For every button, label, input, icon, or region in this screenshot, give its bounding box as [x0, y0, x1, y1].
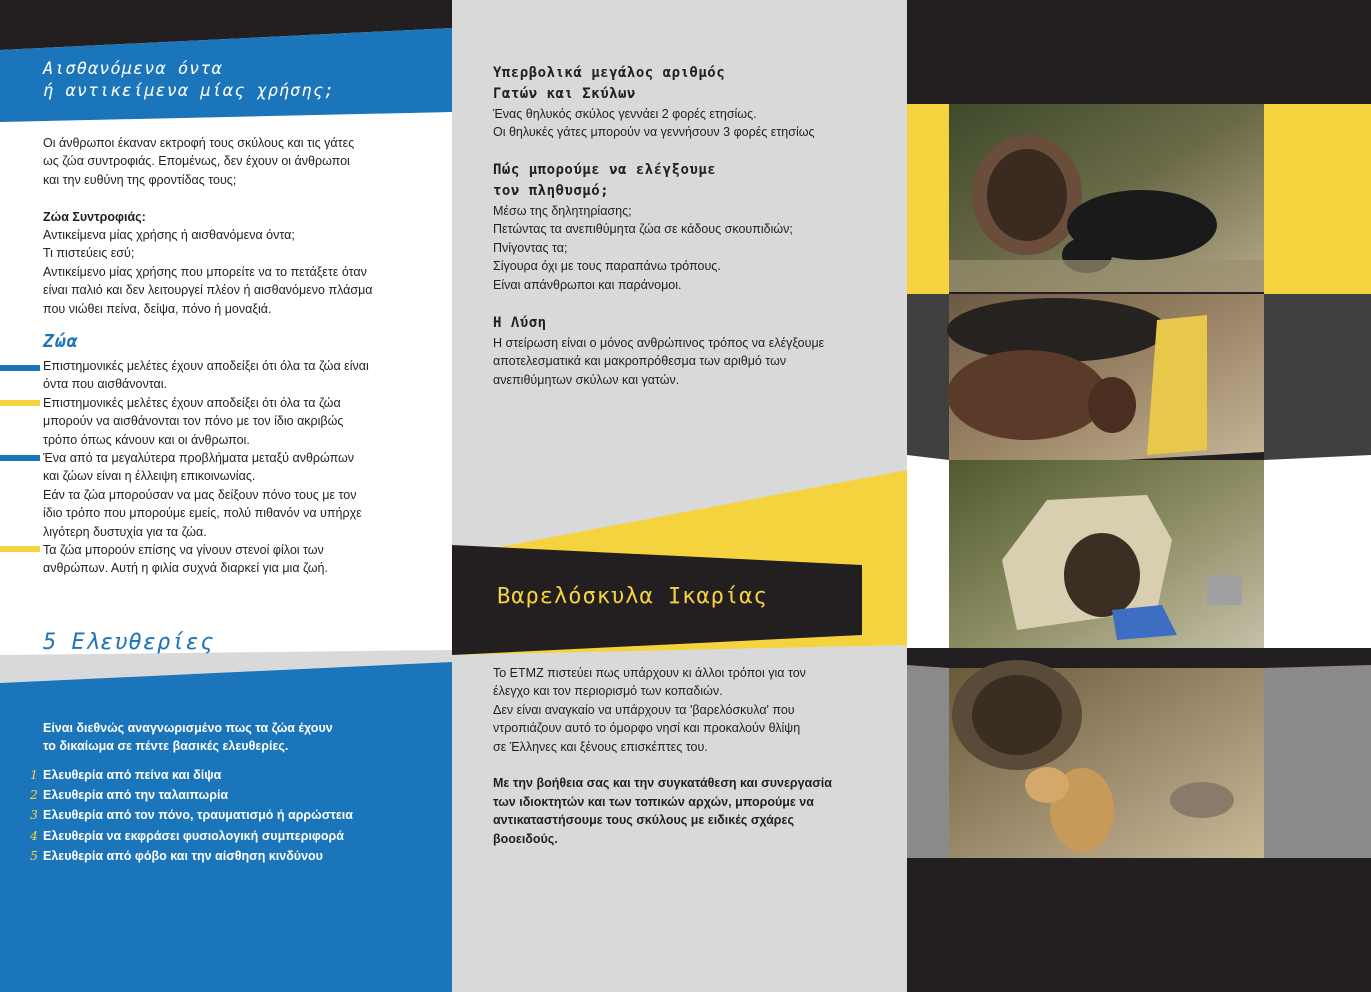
overpopulation-heading — [493, 63, 893, 105]
freedom-text: Ελευθερία από την ταλαιπωρία — [43, 788, 229, 803]
solution-body — [493, 334, 893, 389]
yellow-bullet-bar — [0, 400, 40, 406]
freedoms-intro-line: Είναι διεθνώς αναγνωρισμένο πως τα ζώα έχουν — [43, 721, 333, 735]
animals-line: Επιστημονικές μελέτες έχουν αποδείξει ότι όλα τα ζώα είναι — [43, 359, 369, 373]
freedom-number: 5 — [30, 847, 38, 863]
freedoms-intro-line: το δικαίωμα σε πέντε βασικές ελευθερίες. — [43, 739, 289, 754]
freedom-item — [30, 785, 430, 805]
freedom-text: Ελευθερία να εκφράσει φυσιολογική συμπεριφορά — [43, 828, 344, 843]
control-line: Μέσω της δηλητηρίασης; — [493, 204, 632, 218]
animals-line: τρόπο όπως κάνουν και οι άνθρωποι. — [43, 432, 250, 447]
etmz-line: σε Έλληνες και ξένους επισκέπτες του. — [493, 739, 708, 754]
photo-black-dog-barrel — [949, 104, 1264, 292]
freedom-number: 2 — [30, 787, 38, 803]
animals-line: μπορούν να αισθάνονται τον πόνο με τον ίδιο ακριβώς — [43, 414, 344, 429]
animals-line: Ένα από τα μεγαλύτερα προβλήματα μεταξύ ανθρώπων — [43, 451, 355, 466]
freedom-text: Ελευθερία από τον πόνο, τραυματισμό ή αρρώστεια — [43, 808, 353, 823]
intro-line: ως ζώα συντροφιάς. Επομένως, δεν έχουν οι άνθρωποι — [43, 154, 350, 169]
solution-line: ανεπιθύμητων σκύλων και γατών. — [493, 372, 680, 387]
control-heading-line: τον πληθυσμό; — [493, 183, 610, 199]
right-panel — [907, 0, 1371, 992]
freedom-text: Ελευθερία από φόβο και την αίσθηση κινδύνου — [43, 848, 323, 863]
control-line: Πετώντας τα ανεπιθύμητα ζώα σε κάδους σκουπιδιών; — [493, 222, 793, 237]
pets-heading: Ζώα Συντροφιάς: — [43, 209, 146, 224]
freedom-number: 4 — [30, 827, 38, 843]
control-body — [493, 202, 893, 294]
intro-section — [43, 134, 423, 318]
freedom-number: 3 — [30, 807, 38, 823]
control-line: Πνίγοντας τα; — [493, 240, 568, 255]
freedoms-intro — [43, 719, 413, 756]
etmz-bold-line: βοοειδούς. — [493, 831, 558, 846]
left-panel — [0, 0, 452, 992]
animals-line: Εάν τα ζώα μπορούσαν να μας δείξουν πόνο τους με τον — [43, 487, 357, 502]
animals-line: και ζώων είναι η έλλειψη επικοινωνίας. — [43, 469, 256, 484]
pets-line: Αντικείμενο μίας χρήσης που μπορείτε να το πετάξετε όταν — [43, 264, 367, 279]
freedom-item — [30, 826, 430, 846]
etmz-section — [493, 664, 893, 848]
brochure-title: Βαρελόσκυλα Ικαρίας — [497, 584, 768, 609]
middle-panel — [452, 0, 907, 992]
overpopulation-heading-line: Υπερβολικά μεγάλος αριθμός — [493, 65, 726, 81]
pets-line: είναι παλιό και δεν λειτουργεί πλέον ή αισθανόμενο πλάσμα — [43, 283, 373, 298]
animals-line: ίδιο τρόπο που μπορούμε εμείς, πολύ πιθανόν να υπήρχε — [43, 506, 362, 521]
intro-line: Οι άνθρωποι έκαναν εκτροφή τους σκύλους και τις γάτες — [43, 136, 355, 150]
photo-barking-dog — [949, 660, 1264, 858]
overpopulation-heading-line: Γατών και Σκύλων — [493, 86, 636, 102]
etmz-bold-line: Με την βοήθεια σας και την συγκατάθεση και συνεργασία — [493, 776, 832, 791]
etmz-line: ντροπιάζουν αυτό το όμορφο νησί και προκαλούν θλίψη — [493, 721, 801, 736]
animals-line: ανθρώπων. Αυτή η φιλία συχνά διαρκεί για μια ζωή. — [43, 561, 328, 576]
blue-bullet-bar — [0, 455, 40, 461]
pets-line: που νιώθει πείνα, δείψα, πόνο ή μοναξιά. — [43, 301, 272, 316]
etmz-line: Δεν είναι αναγκαίο να υπάρχουν τα 'βαρελόσκυλα' που — [493, 702, 795, 717]
photo-collage — [907, 0, 1371, 992]
control-line: Είναι απάνθρωποι και παράνομοι. — [493, 277, 682, 292]
animals-heading: Ζώα — [43, 331, 79, 352]
etmz-line: έλεγχο και τον περιορισμό των κοπαδιών. — [493, 684, 723, 699]
freedom-item — [30, 846, 430, 866]
control-heading — [493, 160, 893, 202]
solution-section — [493, 313, 893, 389]
left-title-line-2: ή αντικείμενα μίας χρήσης; — [43, 81, 336, 101]
animals-line: όντα που αισθάνονται. — [43, 377, 167, 392]
animals-section — [43, 357, 423, 578]
intro-line: και την ευθύνη της φροντίδας τους; — [43, 172, 237, 187]
freedom-text: Ελευθερία από πείνα και δίψα — [43, 768, 222, 782]
control-heading-line: Πώς μπορούμε να ελέγξουμε — [493, 162, 717, 178]
overpopulation-body — [493, 105, 893, 142]
left-title-line-1: Αισθανόμενα όντα — [43, 59, 223, 79]
freedom-item — [30, 805, 430, 825]
solution-heading: Η Λύση — [493, 315, 547, 331]
animals-line: λιγότερη δυστυχία για τα ζώα. — [43, 524, 207, 539]
photo-tarp-kennel — [949, 460, 1264, 648]
photo-puppies-container — [947, 294, 1264, 470]
blue-bullet-bar — [0, 365, 40, 371]
overpopulation-line: Ένας θηλυκός σκύλος γεννάει 2 φορές ετησίως. — [493, 107, 757, 121]
pets-line: Τι πιστεύεις εσύ; — [43, 246, 135, 261]
etmz-line: Το ΕΤΜΖ πιστεύει πως υπάρχουν κι άλλοι τρόποι για τον — [493, 666, 806, 680]
animals-line: Επιστημονικές μελέτες έχουν αποδείξει ότι όλα τα ζώα — [43, 395, 341, 410]
freedom-item — [30, 765, 430, 785]
solution-line: Η στείρωση είναι ο μόνος ανθρώπινος τρόπος να ελέγξουμε — [493, 336, 825, 350]
control-section — [493, 160, 893, 294]
animals-line: Τα ζώα μπορούν επίσης να γίνουν στενοί φίλοι των — [43, 543, 324, 558]
etmz-bold-line: των ιδιοκτητών και των τοπικών αρχών, μπορούμε να — [493, 794, 814, 809]
yellow-bullet-bar — [0, 546, 40, 552]
freedoms-heading: 5 Ελευθερίες — [43, 630, 214, 655]
etmz-bold-line: αντικαταστήσουμε τους σκύλους με ειδικές σχάρες — [493, 813, 794, 828]
overpopulation-line: Οι θηλυκές γάτες μπορούν να γεννήσουν 3 φορές ετησίως — [493, 125, 815, 140]
freedoms-list — [30, 765, 430, 866]
overpopulation-section — [493, 63, 893, 142]
left-title — [43, 58, 335, 102]
freedom-number: 1 — [30, 767, 38, 782]
pets-line: Αντικείμενα μίας χρήσης ή αισθανόμενα όντα; — [43, 228, 295, 243]
control-line: Σίγουρα όχι με τους παραπάνω τρόπους. — [493, 259, 721, 274]
solution-line: αποτελεσματικά και μακροπρόθεσμα των αριθμό των — [493, 354, 787, 369]
